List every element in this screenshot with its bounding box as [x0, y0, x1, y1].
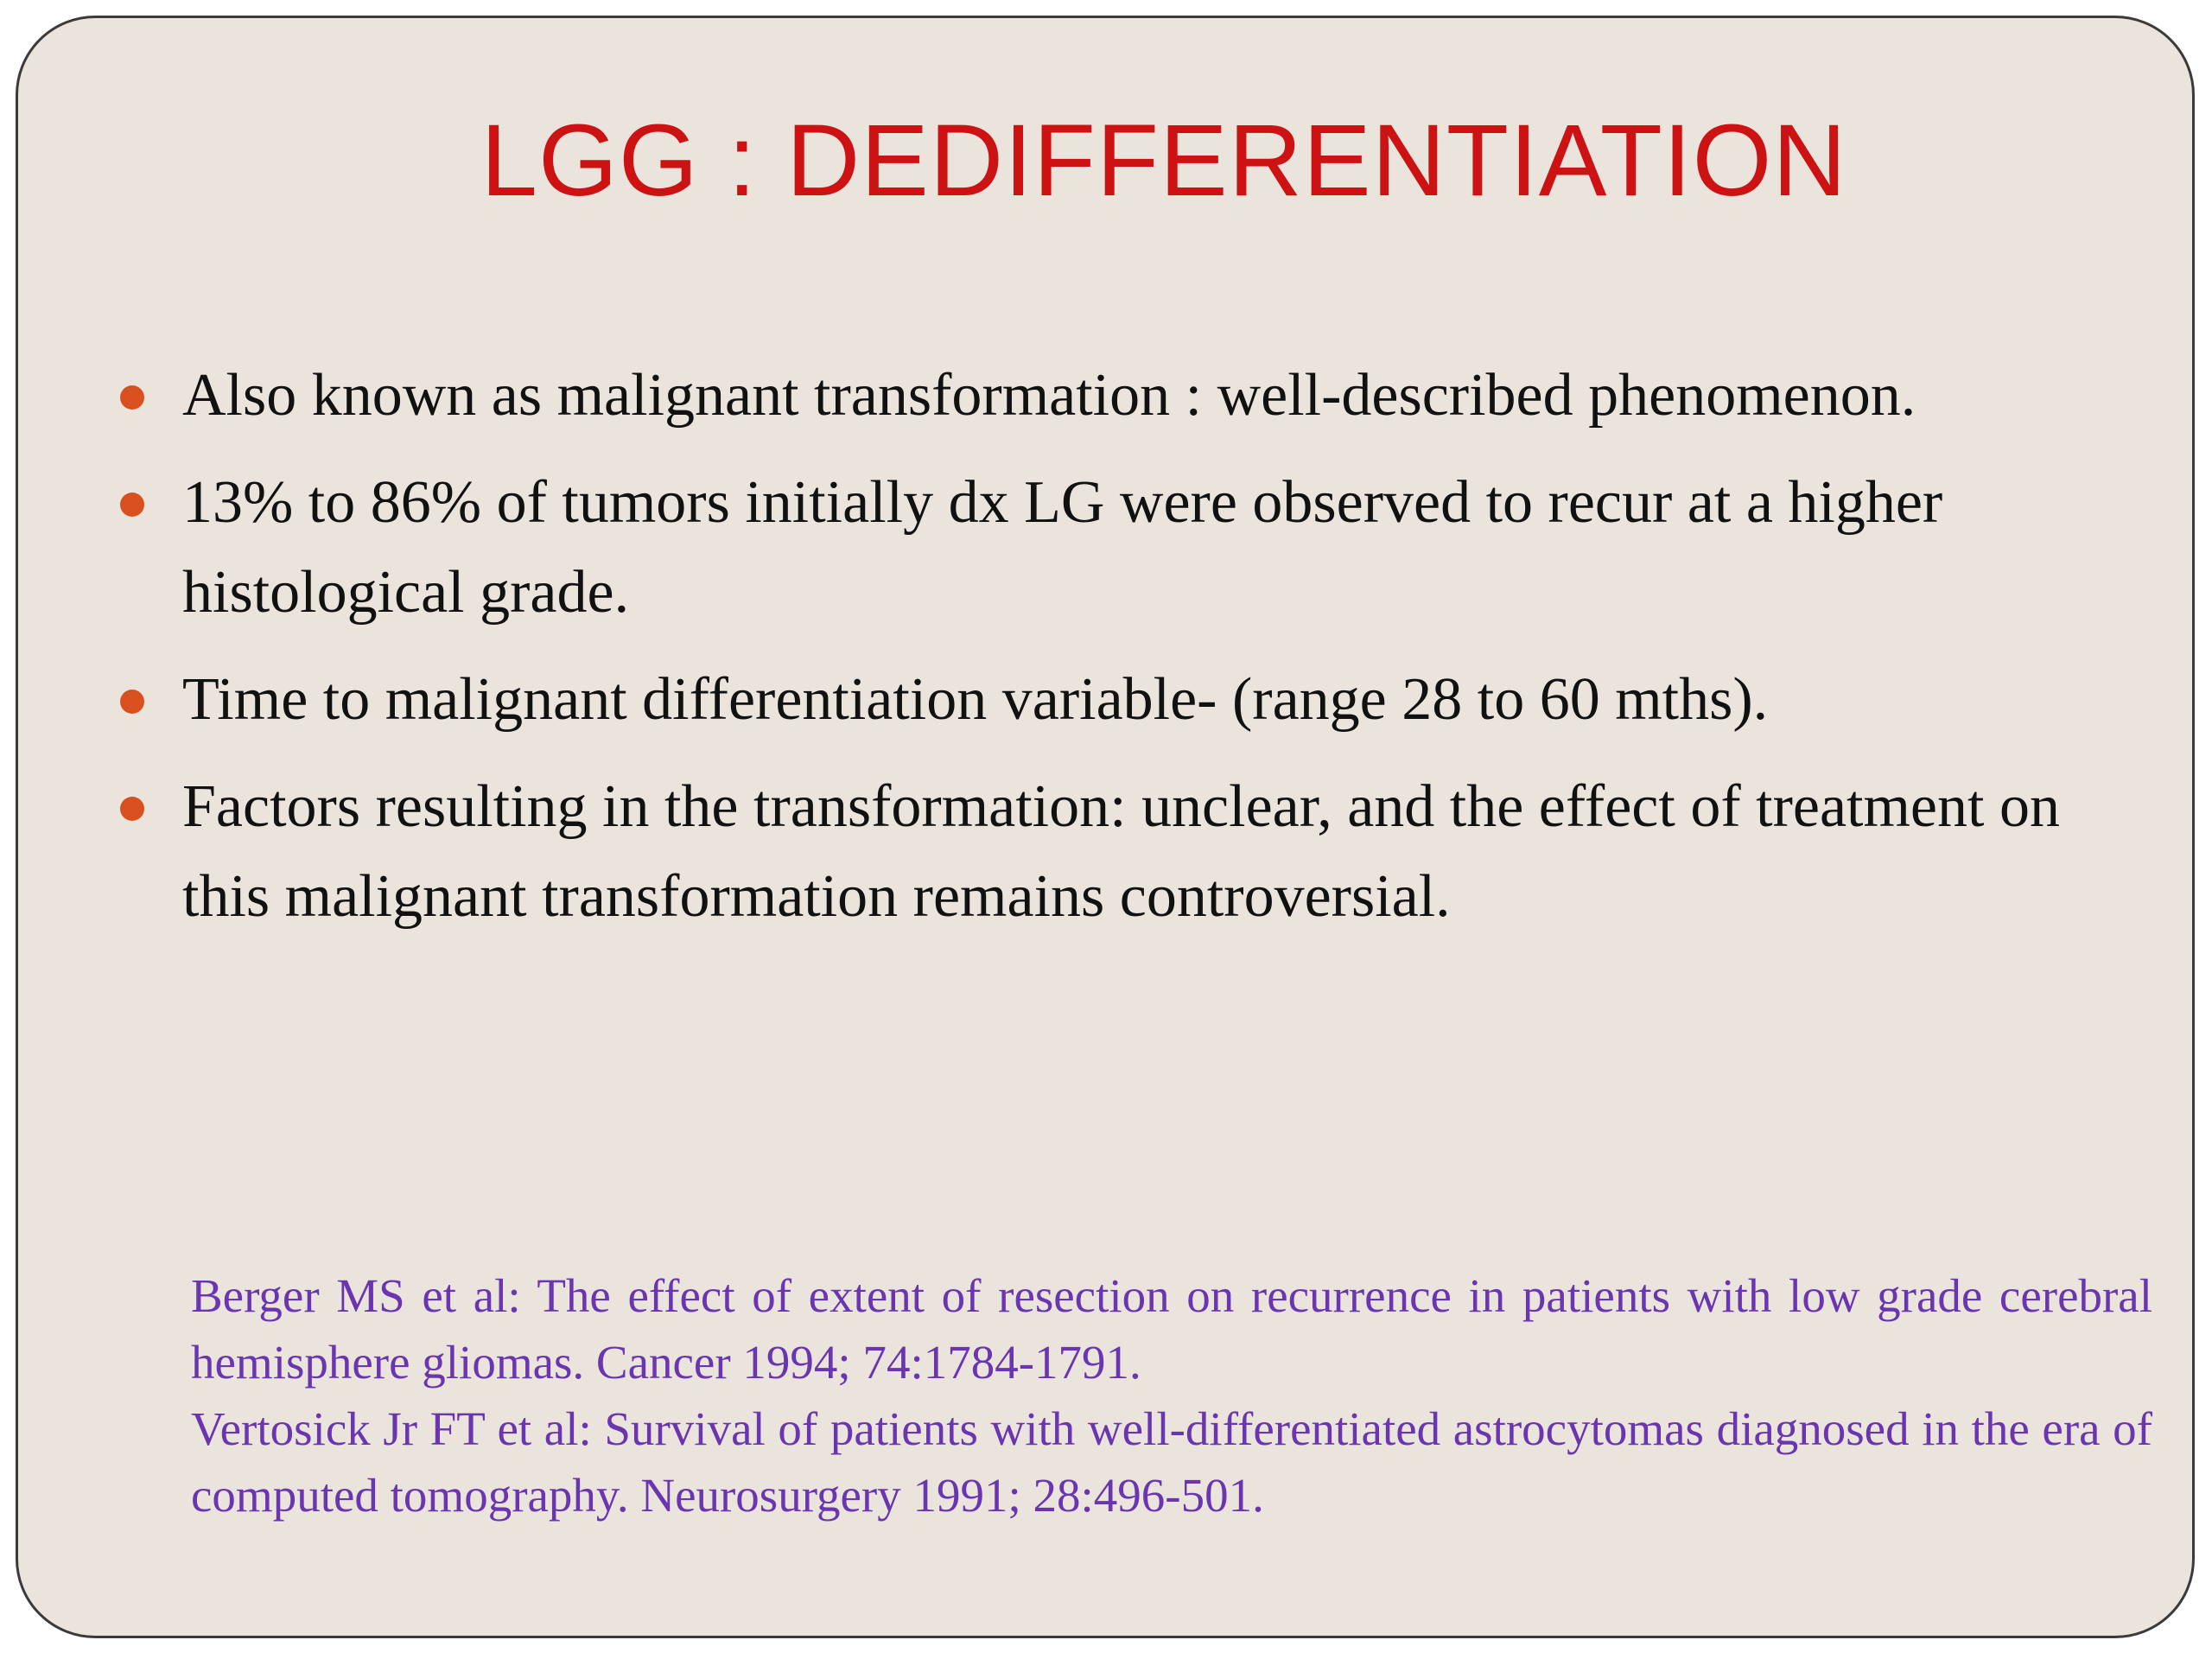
- bullet-text: Also known as malignant transformation : well-described phenomenon.: [182, 362, 1916, 429]
- bullet-dot-icon: [120, 690, 144, 714]
- bullet-text: 13% to 86% of tumors initially dx LG were observed to recur at a higher histological grade.: [182, 469, 1943, 626]
- bullet-item: [18, 762, 2195, 942]
- bullet-text: Factors resulting in the transformation: unclear, and the effect of treatment on this malignant transformation remains controversial.: [182, 773, 2060, 930]
- reference-item: Vertosick Jr FT et al: Survival of patients with well-differentiated astrocytomas diagnosed in the era of computed tomography. Neurosurgery 1991; 28:496-501.: [191, 1402, 2152, 1522]
- bullet-item: [18, 655, 2195, 745]
- bullet-dot-icon: [120, 385, 144, 410]
- bullet-text: Time to malignant differentiation variable- (range 28 to 60 mths).: [182, 666, 1769, 733]
- bullet-dot-icon: [120, 493, 144, 517]
- slide-title: LGG : DEDIFFERENTIATION: [480, 104, 1847, 218]
- bullet-dot-icon: [120, 797, 144, 821]
- references: [191, 1262, 2152, 1529]
- bullet-list: [18, 351, 2195, 959]
- slide: [16, 16, 2195, 1638]
- bullet-item: [18, 458, 2195, 638]
- reference-item: Berger MS et al: The effect of extent of resection on recurrence in patients with low grade cerebral hemisphere gliomas. Cancer 1994; 74:1784-1791.: [191, 1269, 2152, 1389]
- bullet-item: [18, 351, 2195, 441]
